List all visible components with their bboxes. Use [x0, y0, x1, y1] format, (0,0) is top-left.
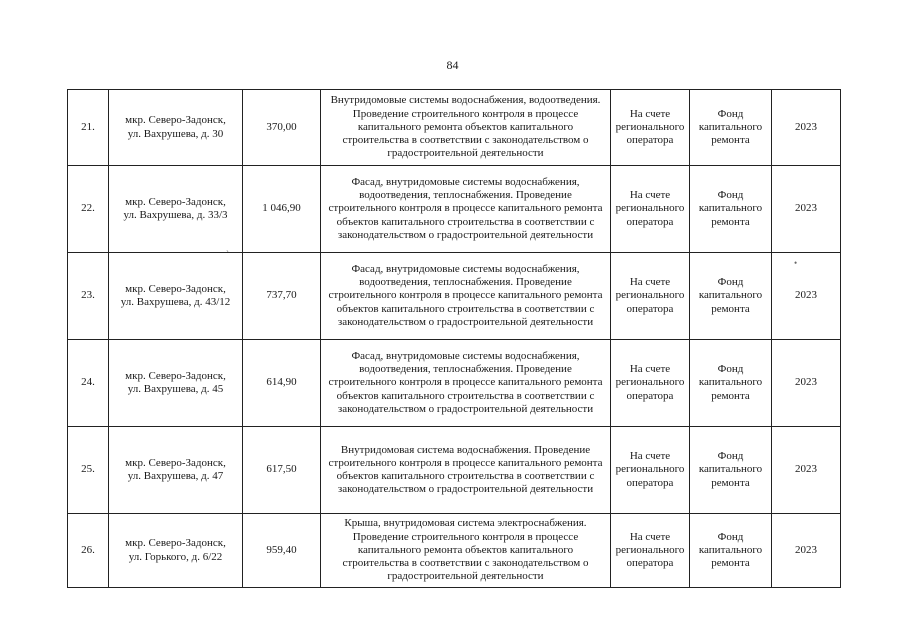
address-district: мкр. Северо-Задонск, [125, 537, 226, 550]
funding-source-cell: Фонд капитального ремонта [690, 340, 772, 427]
account-cell: На счете регионального оператора [611, 166, 690, 253]
address-cell [109, 253, 243, 340]
cost-cell: 1 046,90 [243, 166, 321, 253]
address-district: мкр. Северо-Задонск, [125, 456, 226, 469]
year-cell: 2023 [772, 514, 841, 588]
work-description-cell: Внутридомовая система водоснабжения. Проведение строительного контроля в процессе капитального ремонта объектов капитального строительства в соответствии с законодательством о градостроительной деятельности [321, 427, 611, 514]
account-cell: На счете регионального оператора [611, 427, 690, 514]
row-number: 26. [68, 514, 109, 588]
row-number: 21. [68, 90, 109, 166]
table-row [68, 427, 841, 514]
table-row [68, 514, 841, 588]
address-street: ул. Вахрушева, д. 43/12 [120, 296, 231, 308]
work-description-cell: Фасад, внутридомовые системы водоснабжения, водоотведения, теплоснабжения. Проведение строительного контроля в процессе капитального ремонта объектов капитального строительства в соответствии с законодательством о градостроительной деятельности [321, 166, 611, 253]
address-district: мкр. Северо-Задонск, [125, 369, 226, 382]
table-row [68, 90, 841, 166]
address-district: мкр. Северо-Задонск, [125, 114, 226, 127]
cost-cell: 959,40 [243, 514, 321, 588]
row-number: 23. [68, 253, 109, 340]
year-cell: 2023 [772, 90, 841, 166]
account-cell: На счете регионального оператора [611, 253, 690, 340]
address-district: мкр. Северо-Задонск, [125, 195, 226, 208]
funding-source-cell: Фонд капитального ремонта [690, 427, 772, 514]
address-street: ул. Вахрушева, д. 47 [127, 470, 224, 482]
year-cell: 2023 [772, 253, 841, 340]
row-number: 25. [68, 427, 109, 514]
funding-source-cell: Фонд капитального ремонта [690, 166, 772, 253]
year-cell: 2023 [772, 166, 841, 253]
account-cell: На счете регионального оператора [611, 340, 690, 427]
row-number: 24. [68, 340, 109, 427]
capital-repair-table [67, 89, 841, 588]
address-street: ул. Вахрушева, д. 30 [127, 127, 224, 140]
account-cell: На счете регионального оператора [611, 514, 690, 588]
work-description-cell: Фасад, внутридомовые системы водоснабжения, водоотведения, теплоснабжения. Проведение строительного контроля в процессе капитального ремонта объектов капитального строительства в соответствии с законодательством о градостроительной деятельности [321, 340, 611, 427]
year-cell: 2023 [772, 340, 841, 427]
work-description-cell: Фасад, внутридомовые системы водоснабжения, водоотведения, теплоснабжения. Проведение строительного контроля в процессе капитального ремонта объектов капитального строительства в соответствии с законодательством о градостроительной деятельности [321, 253, 611, 340]
scan-dot: • [794, 258, 798, 268]
address-cell [109, 427, 243, 514]
cost-cell: 370,00 [243, 90, 321, 166]
address-district: мкр. Северо-Задонск, [125, 282, 226, 295]
account-cell: На счете регионального оператора [611, 90, 690, 166]
cost-cell: 737,70 [243, 253, 321, 340]
address-cell [109, 340, 243, 427]
funding-source-cell: Фонд капитального ремонта [690, 90, 772, 166]
cost-cell: 614,90 [243, 340, 321, 427]
address-street: ул. Вахрушева, д. 45 [127, 383, 224, 395]
row-number: 22. [68, 166, 109, 253]
page-number: 84 [446, 58, 459, 72]
address-street: ул. Горького, д. 6/22 [128, 550, 223, 563]
scan-mark: ˏ [226, 242, 229, 252]
work-description-cell: Внутридомовые системы водоснабжения, водоотведения. Проведение строительного контроля в процессе капитального ремонта объектов капитального строительства в соответствии с законодательством о градостроительной деятельности [321, 90, 611, 166]
address-cell [109, 166, 243, 253]
year-cell: 2023 [772, 427, 841, 514]
address-cell [109, 514, 243, 588]
funding-source-cell: Фонд капитального ремонта [690, 514, 772, 588]
funding-source-cell: Фонд капитального ремонта [690, 253, 772, 340]
table-row [68, 340, 841, 427]
table-row [68, 166, 841, 253]
cost-cell: 617,50 [243, 427, 321, 514]
address-cell [109, 90, 243, 166]
table-row [68, 253, 841, 340]
work-description-cell: Крыша, внутридомовая система электроснабжения. Проведение строительного контроля в процессе капитального ремонта объектов капитального строительства в соответствии с законодательством о градостроительной деятельности [321, 514, 611, 588]
address-street: ул. Вахрушева, д. 33/3 [123, 209, 228, 221]
